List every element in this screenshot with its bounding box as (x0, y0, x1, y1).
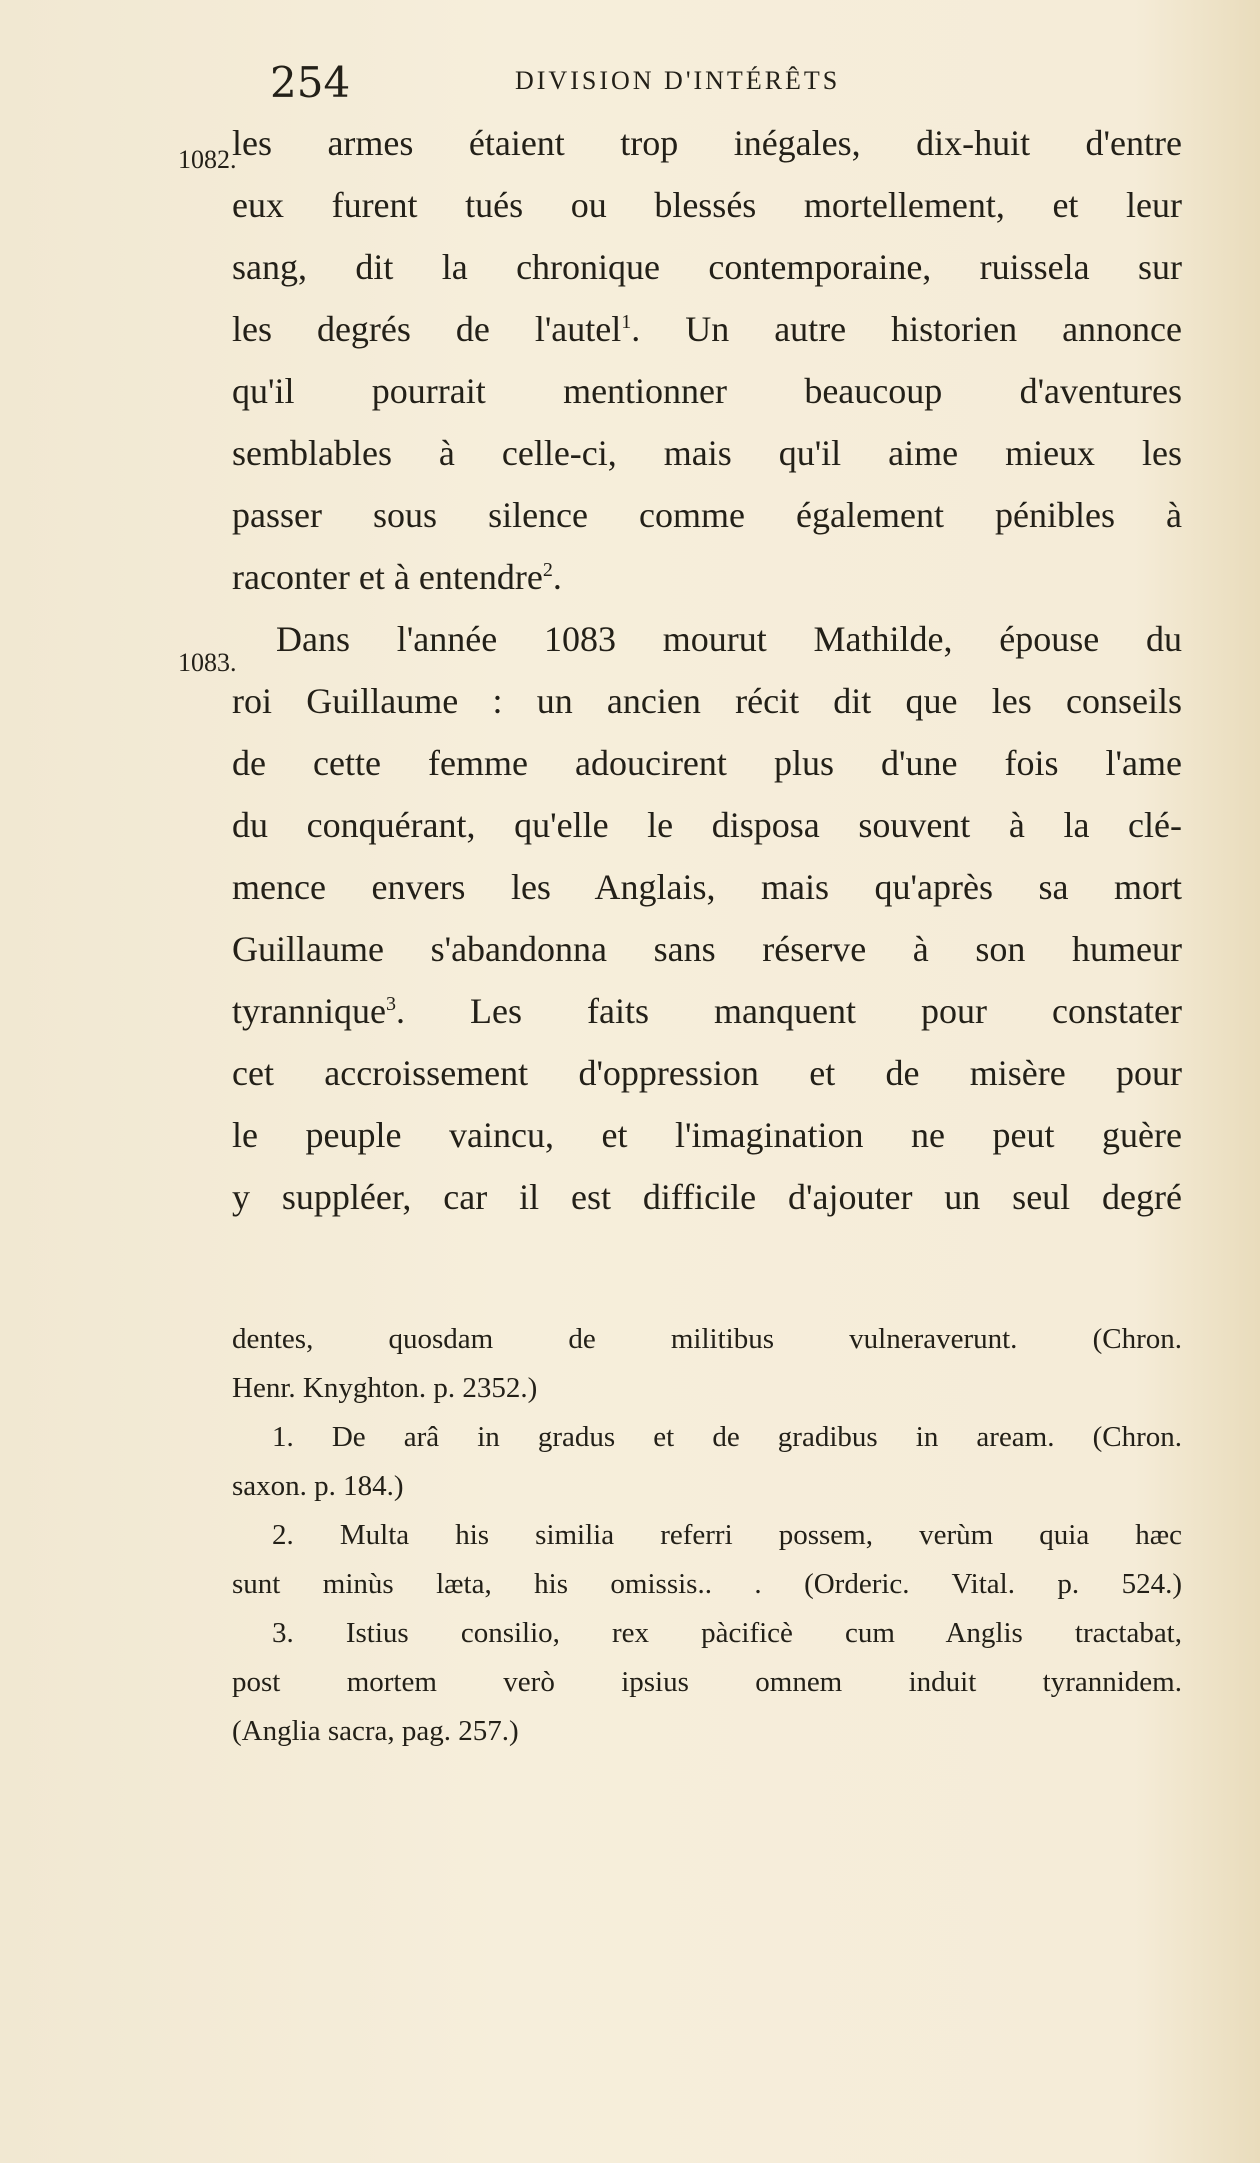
text-fragment: les degrés de l'autel (232, 309, 622, 349)
text-line: mence envers les Anglais, mais qu'après sa mort (232, 867, 1182, 907)
footnote-line: dentes, quosdam de militibus vulneraverunt. (Chron. (232, 1323, 1182, 1355)
margin-year-1083: 1083. (178, 648, 237, 677)
text-fragment: . Un autre historien annonce (631, 309, 1183, 349)
text-line (232, 980, 1182, 1042)
page-header (0, 58, 1260, 118)
footnote-line: 2. Multa his similia referri possem, verùm quia hæc (272, 1519, 1182, 1551)
footnote-line: 3. Istius consilio, rex pàcificè cum Anglis tractabat, (272, 1617, 1182, 1649)
text-fragment: . Les faits manquent pour constater (395, 991, 1182, 1031)
text-line: Guillaume s'abandonna sans réserve à son humeur (232, 929, 1182, 969)
text-line: de cette femme adoucirent plus d'une fois l'ame (232, 743, 1182, 783)
page-number: 254 (270, 58, 351, 107)
text-line (232, 298, 1182, 360)
text-line (232, 546, 1182, 608)
footnote-line: post mortem verò ipsius omnem induit tyrannidem. (232, 1666, 1182, 1698)
text-line: le peuple vaincu, et l'imagination ne peut guère (232, 1115, 1182, 1155)
footnote-line: Henr. Knyghton. p. 2352.) (232, 1372, 538, 1404)
footnote-ref-1: 1 (621, 311, 632, 333)
footnote-line: 1. De arâ in gradus et de gradibus in aream. (Chron. (272, 1421, 1182, 1453)
text-line: passer sous silence comme également pénibles à (232, 495, 1182, 535)
footnote-ref-2: 2 (542, 559, 553, 581)
text-fragment: tyrannique (232, 991, 386, 1031)
text-line: sang, dit la chronique contemporaine, ruissela sur (232, 247, 1182, 287)
text-line: roi Guillaume : un ancien récit dit que les conseils (232, 681, 1182, 721)
text-line: du conquérant, qu'elle le disposa souvent à la clé- (232, 805, 1182, 845)
text-line: les armes étaient trop inégales, dix-huit d'entre (232, 123, 1182, 163)
text-line: y suppléer, car il est difficile d'ajouter un seul degré (232, 1177, 1182, 1217)
text-fragment: raconter et à entendre (232, 557, 543, 597)
running-head: DIVISION D'INTÉRÊTS (515, 66, 841, 95)
text-line: cet accroissement d'oppression et de misère pour (232, 1053, 1182, 1093)
footnote-ref-3: 3 (385, 993, 396, 1015)
text-fragment: . (552, 557, 562, 597)
footnote-line: saxon. p. 184.) (232, 1470, 404, 1502)
text-line: eux furent tués ou blessés mortellement, et leur (232, 185, 1182, 225)
main-text (232, 112, 1182, 1228)
text-line: Dans l'année 1083 mourut Mathilde, épouse du (276, 619, 1182, 659)
footnote-line: sunt minùs læta, his omissis.. . (Orderic. Vital. p. 524.) (232, 1568, 1182, 1600)
text-line: semblables à celle-ci, mais qu'il aime mieux les (232, 433, 1182, 473)
footnote-line: (Anglia sacra, pag. 257.) (232, 1715, 519, 1747)
text-line: qu'il pourrait mentionner beaucoup d'aventures (232, 371, 1182, 411)
margin-year-1082: 1082. (178, 145, 237, 174)
footnotes (232, 1315, 1182, 1756)
